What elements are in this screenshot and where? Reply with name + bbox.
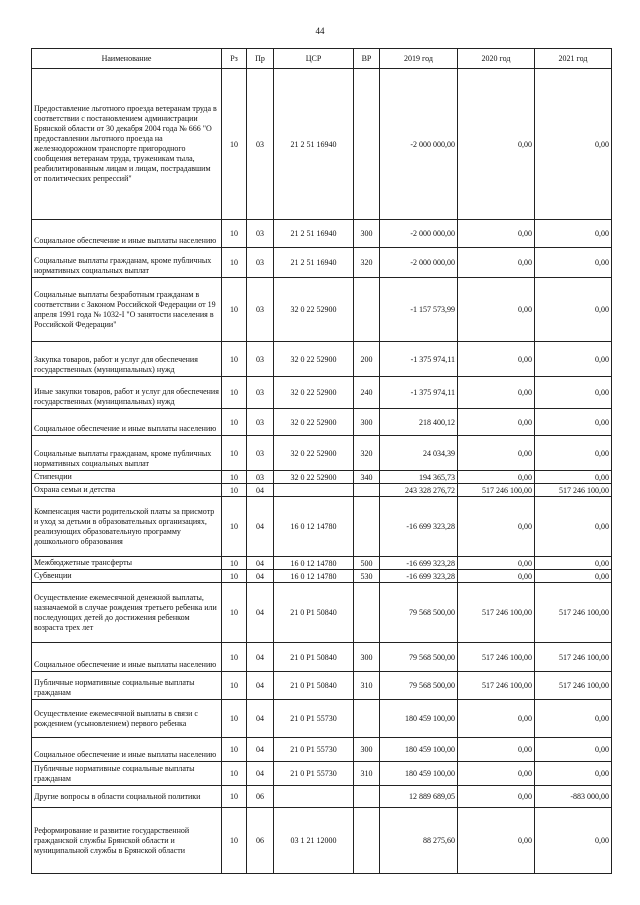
row-name: Социальное обеспечение и иные выплаты населению [32, 738, 222, 762]
row-2020: 517 246 100,00 [458, 583, 535, 643]
row-2020: 0,00 [458, 342, 535, 377]
row-rz: 10 [222, 220, 247, 248]
row-2021: 0,00 [535, 220, 612, 248]
header-rz: Рз [222, 49, 247, 69]
row-csr [274, 484, 354, 497]
row-vr: 310 [354, 762, 380, 786]
row-vr [354, 69, 380, 220]
row-csr: 21 0 P1 50840 [274, 583, 354, 643]
row-pr: 04 [247, 497, 274, 557]
row-pr: 04 [247, 570, 274, 583]
row-2020: 0,00 [458, 570, 535, 583]
row-csr: 16 0 12 14780 [274, 497, 354, 557]
table-row [32, 583, 612, 643]
row-pr: 04 [247, 643, 274, 672]
row-2020: 0,00 [458, 248, 535, 278]
row-2020: 0,00 [458, 762, 535, 786]
row-csr: 32 0 22 52900 [274, 436, 354, 471]
row-csr [274, 786, 354, 808]
row-csr: 21 2 51 16940 [274, 69, 354, 220]
row-2021: 0,00 [535, 409, 612, 436]
row-rz: 10 [222, 643, 247, 672]
table-row [32, 700, 612, 738]
table-row [32, 643, 612, 672]
row-name: Публичные нормативные социальные выплаты гражданам [32, 762, 222, 786]
row-vr: 300 [354, 409, 380, 436]
row-vr [354, 583, 380, 643]
row-name: Социальное обеспечение и иные выплаты населению [32, 643, 222, 672]
table-row [32, 786, 612, 808]
row-2021: 0,00 [535, 248, 612, 278]
row-2021: 0,00 [535, 557, 612, 570]
row-name: Стипендии [32, 471, 222, 484]
row-rz: 10 [222, 583, 247, 643]
row-name: Социальные выплаты гражданам, кроме публичных нормативных социальных выплат [32, 436, 222, 471]
row-rz: 10 [222, 570, 247, 583]
row-pr: 04 [247, 762, 274, 786]
table-row [32, 342, 612, 377]
row-vr: 300 [354, 643, 380, 672]
row-vr [354, 786, 380, 808]
row-pr: 03 [247, 248, 274, 278]
row-name: Социальное обеспечение и иные выплаты населению [32, 409, 222, 436]
row-rz: 10 [222, 248, 247, 278]
row-vr: 310 [354, 672, 380, 700]
row-name: Социальные выплаты гражданам, кроме публичных нормативных социальных выплат [32, 248, 222, 278]
row-2019: 243 328 276,72 [380, 484, 458, 497]
row-rz: 10 [222, 69, 247, 220]
row-2019: 79 568 500,00 [380, 643, 458, 672]
budget-table [31, 48, 612, 874]
row-csr: 32 0 22 52900 [274, 377, 354, 409]
row-2020: 0,00 [458, 700, 535, 738]
header-csr: ЦСР [274, 49, 354, 69]
row-2019: 180 459 100,00 [380, 762, 458, 786]
row-2020: 0,00 [458, 471, 535, 484]
row-csr: 16 0 12 14780 [274, 570, 354, 583]
row-2019: -1 375 974,11 [380, 342, 458, 377]
row-rz: 10 [222, 436, 247, 471]
header-2019: 2019 год [380, 49, 458, 69]
row-2021: 0,00 [535, 342, 612, 377]
header-2021: 2021 год [535, 49, 612, 69]
row-rz: 10 [222, 377, 247, 409]
row-pr: 04 [247, 672, 274, 700]
row-csr: 16 0 12 14780 [274, 557, 354, 570]
row-2021: 0,00 [535, 738, 612, 762]
table-row [32, 278, 612, 342]
row-csr: 21 0 P1 55730 [274, 762, 354, 786]
row-name: Социальные выплаты безработным гражданам в соответствии с Законом Российской Федерации от 19 апреля 1991 года № 1032-I "О занятости населения в Российской Федерации" [32, 278, 222, 342]
row-rz: 10 [222, 471, 247, 484]
row-2020: 0,00 [458, 786, 535, 808]
table-row [32, 377, 612, 409]
row-name: Охрана семьи и детства [32, 484, 222, 497]
row-vr: 340 [354, 471, 380, 484]
table-row [32, 570, 612, 583]
row-2019: -16 699 323,28 [380, 497, 458, 557]
row-2021: 0,00 [535, 278, 612, 342]
row-2019: -16 699 323,28 [380, 557, 458, 570]
row-rz: 10 [222, 557, 247, 570]
row-name: Другие вопросы в области социальной политики [32, 786, 222, 808]
row-csr: 32 0 22 52900 [274, 342, 354, 377]
row-rz: 10 [222, 786, 247, 808]
row-name: Осуществление ежемесячной выплаты в связи с рождением (усыновлением) первого ребенка [32, 700, 222, 738]
row-csr: 21 0 P1 50840 [274, 643, 354, 672]
table-row [32, 497, 612, 557]
row-2019: 180 459 100,00 [380, 700, 458, 738]
header-pr: Пр [247, 49, 274, 69]
row-2020: 517 246 100,00 [458, 484, 535, 497]
row-2021: 517 246 100,00 [535, 583, 612, 643]
row-pr: 03 [247, 342, 274, 377]
row-name: Публичные нормативные социальные выплаты гражданам [32, 672, 222, 700]
row-rz: 10 [222, 278, 247, 342]
row-vr: 500 [354, 557, 380, 570]
row-vr: 300 [354, 220, 380, 248]
table-row [32, 762, 612, 786]
row-2021: 517 246 100,00 [535, 643, 612, 672]
row-vr [354, 700, 380, 738]
row-pr: 03 [247, 69, 274, 220]
table-row [32, 672, 612, 700]
row-2021: 0,00 [535, 762, 612, 786]
row-2020: 517 246 100,00 [458, 643, 535, 672]
row-pr: 03 [247, 409, 274, 436]
row-csr: 21 2 51 16940 [274, 248, 354, 278]
row-vr [354, 278, 380, 342]
row-pr: 03 [247, 377, 274, 409]
row-2021: 517 246 100,00 [535, 672, 612, 700]
row-pr: 04 [247, 700, 274, 738]
row-name: Компенсация части родительской платы за присмотр и уход за детьми в образовательных организациях, реализующих образовательную программу дошкольного образования [32, 497, 222, 557]
row-2021: 517 246 100,00 [535, 484, 612, 497]
row-2019: -2 000 000,00 [380, 248, 458, 278]
row-rz: 10 [222, 342, 247, 377]
row-2019: -16 699 323,28 [380, 570, 458, 583]
page-number: 44 [315, 26, 325, 36]
row-pr: 06 [247, 786, 274, 808]
row-csr: 32 0 22 52900 [274, 409, 354, 436]
row-2020: 0,00 [458, 69, 535, 220]
header-2020: 2020 год [458, 49, 535, 69]
row-2020: 0,00 [458, 557, 535, 570]
row-vr [354, 484, 380, 497]
row-name: Предоставление льготного проезда ветеранам труда в соответствии с постановлением администрации Брянской области от 30 декабря 2004 года № 666 "О предоставлении льготного проезда на железнодорожном транспорте пригородного сообщения ветеранам труда, труженикам тыла, реабилитированным лицам и лицам, пострадавшим от политических репрессий" [32, 69, 222, 220]
row-pr: 04 [247, 583, 274, 643]
row-csr: 21 0 P1 55730 [274, 700, 354, 738]
row-name: Закупка товаров, работ и услуг для обеспечения государственных (муниципальных) нужд [32, 342, 222, 377]
row-2019: -1 375 974,11 [380, 377, 458, 409]
row-2021: 0,00 [535, 377, 612, 409]
row-rz: 10 [222, 738, 247, 762]
row-pr: 04 [247, 557, 274, 570]
row-vr [354, 497, 380, 557]
row-2019: 88 275,60 [380, 808, 458, 874]
row-name: Субвенции [32, 570, 222, 583]
table-row [32, 808, 612, 874]
row-vr: 320 [354, 248, 380, 278]
row-2020: 0,00 [458, 497, 535, 557]
header-name: Наименование [32, 49, 222, 69]
row-vr [354, 808, 380, 874]
row-vr: 320 [354, 436, 380, 471]
row-2021: -883 000,00 [535, 786, 612, 808]
row-csr: 32 0 22 52900 [274, 278, 354, 342]
row-csr: 21 2 51 16940 [274, 220, 354, 248]
row-name: Иные закупки товаров, работ и услуг для обеспечения государственных (муниципальных) нужд [32, 377, 222, 409]
row-rz: 10 [222, 762, 247, 786]
row-2019: -2 000 000,00 [380, 69, 458, 220]
row-2019: 24 034,39 [380, 436, 458, 471]
row-pr: 04 [247, 738, 274, 762]
table-row [32, 436, 612, 471]
row-rz: 10 [222, 484, 247, 497]
row-2019: 218 400,12 [380, 409, 458, 436]
row-2021: 0,00 [535, 700, 612, 738]
table-row [32, 557, 612, 570]
row-vr: 530 [354, 570, 380, 583]
row-2019: 79 568 500,00 [380, 672, 458, 700]
row-rz: 10 [222, 409, 247, 436]
row-pr: 06 [247, 808, 274, 874]
header-row [32, 49, 612, 69]
row-rz: 10 [222, 808, 247, 874]
table-row [32, 69, 612, 220]
row-2019: -1 157 573,99 [380, 278, 458, 342]
row-2019: 79 568 500,00 [380, 583, 458, 643]
row-2020: 0,00 [458, 377, 535, 409]
row-csr: 21 0 P1 50840 [274, 672, 354, 700]
row-csr: 32 0 22 52900 [274, 471, 354, 484]
row-2021: 0,00 [535, 497, 612, 557]
row-2021: 0,00 [535, 808, 612, 874]
row-2020: 0,00 [458, 409, 535, 436]
row-2020: 517 246 100,00 [458, 672, 535, 700]
row-2021: 0,00 [535, 471, 612, 484]
row-2020: 0,00 [458, 220, 535, 248]
row-name: Межбюджетные трансферты [32, 557, 222, 570]
row-csr: 21 0 P1 55730 [274, 738, 354, 762]
row-2020: 0,00 [458, 808, 535, 874]
row-pr: 03 [247, 278, 274, 342]
row-2021: 0,00 [535, 436, 612, 471]
row-name: Социальное обеспечение и иные выплаты населению [32, 220, 222, 248]
row-2019: 194 365,73 [380, 471, 458, 484]
table-row [32, 471, 612, 484]
header-vr: ВР [354, 49, 380, 69]
row-rz: 10 [222, 700, 247, 738]
row-2020: 0,00 [458, 738, 535, 762]
row-vr: 200 [354, 342, 380, 377]
table-row [32, 248, 612, 278]
row-vr: 240 [354, 377, 380, 409]
row-csr: 03 1 21 12000 [274, 808, 354, 874]
table-row [32, 220, 612, 248]
row-2019: 180 459 100,00 [380, 738, 458, 762]
row-2020: 0,00 [458, 278, 535, 342]
row-name: Осуществление ежемесячной денежной выплаты, назначаемой в случае рождения третьего ребенка или последующих детей до достижения ребенком возраста трех лет [32, 583, 222, 643]
row-pr: 03 [247, 220, 274, 248]
row-2019: 12 889 689,05 [380, 786, 458, 808]
row-rz: 10 [222, 672, 247, 700]
row-2020: 0,00 [458, 436, 535, 471]
table-row [32, 738, 612, 762]
table-row [32, 409, 612, 436]
row-2021: 0,00 [535, 570, 612, 583]
row-pr: 03 [247, 471, 274, 484]
table-row [32, 484, 612, 497]
row-2019: -2 000 000,00 [380, 220, 458, 248]
row-pr: 04 [247, 484, 274, 497]
row-vr: 300 [354, 738, 380, 762]
row-rz: 10 [222, 497, 247, 557]
row-name: Реформирование и развитие государственной гражданской службы Брянской области и муниципальной службы в Брянской области [32, 808, 222, 874]
row-2021: 0,00 [535, 69, 612, 220]
row-pr: 03 [247, 436, 274, 471]
